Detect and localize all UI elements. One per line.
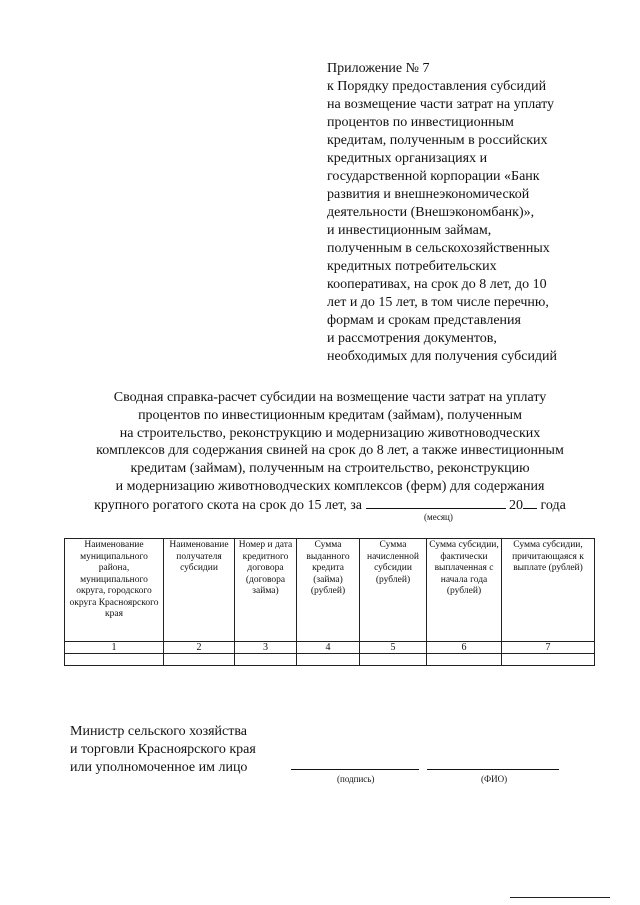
table-cell[interactable] (65, 654, 164, 666)
column-number: 4 (297, 642, 360, 654)
column-number: 5 (360, 642, 427, 654)
year-blank[interactable] (523, 496, 537, 509)
summary-period-line (60, 496, 600, 515)
table-cell[interactable] (427, 654, 502, 666)
table-cell[interactable] (164, 654, 235, 666)
appendix-heading (327, 60, 617, 366)
column-number-row (65, 642, 595, 654)
subsidy-table (64, 538, 595, 666)
summary-line: комплексов для содержания свиней на срок до 8 лет, а также инвестиционным (96, 443, 564, 459)
column-number: 6 (427, 642, 502, 654)
appendix-line: кредитам, полученным в российских (327, 133, 548, 148)
table-cell[interactable] (297, 654, 360, 666)
appendix-line: формам и срокам представления (327, 313, 521, 328)
summary-line: на строительство, реконструкцию и модернизацию животноводческих (119, 425, 541, 441)
table-cell[interactable] (360, 654, 427, 666)
year-suffix: года (540, 497, 566, 513)
appendix-line: кредитных потребительских (327, 259, 497, 274)
column-number: 2 (164, 642, 235, 654)
summary-line: кредитам (займам), полученным на строительство, реконструкцию (130, 461, 530, 477)
appendix-line: на возмещение части затрат на уплату (327, 97, 555, 112)
name-caption: (ФИО) (481, 774, 508, 784)
signature-line[interactable] (291, 769, 419, 770)
header-credit-amount: Сумма выданного кредита (займа) (рублей) (297, 539, 360, 642)
appendix-line: полученным в сельскохозяйственных (327, 241, 550, 256)
month-caption: (месяц) (424, 512, 453, 522)
column-number: 1 (65, 642, 164, 654)
header-recipient: Наименование получателя субсидии (164, 539, 235, 642)
appendix-line: развития и внешнеэкономической (327, 187, 530, 202)
name-line[interactable] (427, 769, 559, 770)
header-accrued-subsidy: Сумма начисленной субсидии (рублей) (360, 539, 427, 642)
table-cell[interactable] (502, 654, 595, 666)
period-prefix: крупного рогатого скота на срок до 15 лет, за (94, 497, 363, 513)
appendix-line: Приложение № 7 (327, 61, 430, 76)
header-contract: Номер и дата кредитного договора (договора займа) (235, 539, 297, 642)
signer-line: и торговли Красноярского края (70, 742, 256, 757)
table-row (65, 654, 595, 666)
column-number: 3 (235, 642, 297, 654)
appendix-line: процентов по инвестиционным (327, 115, 514, 130)
page-edge-mark (510, 897, 610, 898)
signer-line: Министр сельского хозяйства (70, 724, 247, 739)
appendix-line: кооперативах, на срок до 8 лет, до 10 (327, 277, 547, 292)
header-due-subsidy: Сумма субсидии, причитающаяся к выплате (рублей) (502, 539, 595, 642)
year-prefix: 20 (509, 497, 524, 513)
appendix-line: и рассмотрения документов, (327, 331, 497, 346)
appendix-line: лет и до 15 лет, в том числе перечню, (327, 295, 549, 310)
summary-line: Сводная справка-расчет субсидии на возмещение части затрат на уплату (113, 390, 547, 405)
header-paid-subsidy: Сумма субсидии, фактически выплаченная с начала года (рублей) (427, 539, 502, 642)
appendix-line: кредитных организациях и (327, 151, 488, 166)
appendix-line: и инвестиционным займам, (327, 223, 492, 238)
signature-caption: (подпись) (337, 774, 375, 784)
table-header-row (65, 539, 595, 642)
summary-line: процентов по инвестиционным кредитам (займам), полученным (138, 407, 522, 423)
appendix-line: деятельности (Внешэкономбанк)», (327, 205, 535, 220)
column-number: 7 (502, 642, 595, 654)
summary-title (60, 389, 600, 515)
header-municipality: Наименование муниципального района, муниципального округа, городского округа Красноярского края (65, 539, 164, 642)
summary-line: и модернизацию животноводческих комплексов (ферм) для содержания (115, 478, 545, 494)
signer-block (70, 723, 256, 777)
appendix-line: к Порядку предоставления субсидий (327, 79, 547, 94)
month-blank[interactable] (366, 496, 506, 509)
appendix-line: государственной корпорации «Банк (327, 169, 540, 184)
signer-line: или уполномоченное им лицо (70, 760, 248, 775)
appendix-line: необходимых для получения субсидий (327, 349, 558, 364)
table-cell[interactable] (235, 654, 297, 666)
